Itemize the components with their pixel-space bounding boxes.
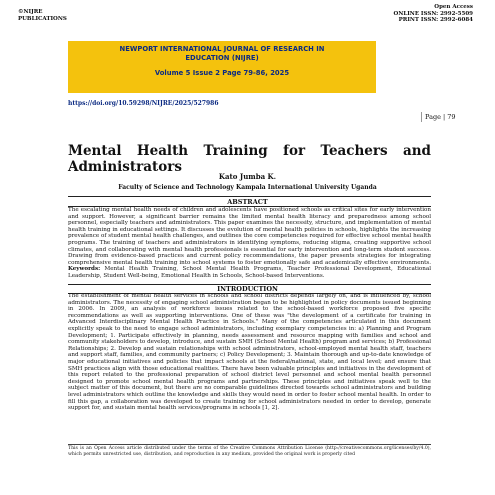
- keywords-list: Mental Health Training, School Mental Health Programs, Teacher Professional Development, Educational Leadership, Student Well-being, Emotional Health in Schools, School-based Interventions.: [68, 266, 431, 279]
- journal-name-line1: NEWPORT INTERNATIONAL JOURNAL OF RESEARCH IN: [119, 45, 325, 53]
- volume-issue: Volume 5 Issue 2 Page 79-86, 2025: [154, 69, 290, 77]
- abstract-top-rule: [68, 196, 431, 197]
- article-title: Mental Health Training for Teachers and Administrators: [68, 143, 431, 175]
- publisher-copyright: ©NIJRE: [18, 9, 43, 15]
- license-notice: This is an Open Access article distributed under the terms of the Creative Commons Attribution License (http://creativecommons.org/licenses/by/4.0), which permits unrestricted use, distribution, and reproduction in any medium, provided the original work is properly cited: [68, 446, 431, 457]
- article-author: Kato Jumba K.: [218, 172, 277, 181]
- license-rule: [68, 444, 431, 445]
- publisher-block: [18, 9, 67, 22]
- author-affiliation: Faculty of Science and Technology Kampala International University Uganda: [118, 184, 377, 191]
- abstract-text: [68, 207, 431, 280]
- journal-name-line2: EDUCATION (NIJRE): [185, 54, 259, 62]
- journal-banner: [68, 41, 376, 93]
- online-issn: ONLINE ISSN: 2992-5509: [393, 10, 473, 17]
- abstract-heading: ABSTRACT: [227, 198, 268, 206]
- open-access-label: Open Access: [434, 4, 473, 10]
- introduction-text: The establishment of mental health services in schools and school districts depends largely on, and is influenced by, school administrators. The necessity of engaging school administration began to be highlighted in policy documents issued beginning in 2006. In 2009, an analysis of workforce issues related to the school-based workforce proposed five specific recommendations as well as supporting interventions. One of these was "the development of a certificate for training in Advanced Interdisciplinary Mental Health Practice in Schools." Many of the competencies articulated in this document explicitly speak to the need to engage school administrators, including exemplary competencies in: a) Planning and Program Development; 1. Participate effectively in planning, needs assessment and resource mapping with families and school and community stakeholders to develop, introduce, and sustain SMH (School Mental Health) program and services; b) Professional Relationships; 2. Develop and sustain relationships with school administrators, school-employed mental health staff, teachers and support staff, families, and community partners; c) Policy Development; 3. Maintain thorough and up-to-date knowledge of major educational initiatives and policies that impact schools at the federal/national, state, and local level; and ensure that SMH practices align with those educational realities. There have been valuable principles and initiatives in the development of this report related to the professional preparation of school district level personnel and school mental health personnel designed to promote school mental health programs and partnerships. These principles and initiatives speak well to the subject matter of this document, but there are no comparable guidelines directed towards school administrators and building level administrators which outline the knowledge and skills they would need in order to foster school mental health. In order to fill this gap, a collaboration was developed to create training for school administrators needed in order to develop, generate support for, and sustain mental health services/programs in schools [1, 2].: [68, 293, 431, 412]
- publisher-label: PUBLICATIONS: [18, 15, 67, 22]
- page-number: Page | 79: [425, 113, 456, 121]
- doi-link[interactable]: https://doi.org/10.59298/NIJRE/2025/527986: [68, 100, 219, 107]
- issn-block: [394, 4, 473, 24]
- keywords-label: Keywords:: [68, 266, 101, 273]
- print-issn: PRINT ISSN: 2992-6084: [398, 17, 473, 23]
- introduction-heading: INTRODUCTION: [217, 285, 278, 293]
- abstract-body: The escalating mental health needs of children and adolescents have positioned schools as critical sites for early intervention and support. However, a significant barrier remains the limited mental health literacy and preparedness among school personnel, especially teachers and administrators. This paper examines the necessity, structure, and implementation of mental health training in educational settings. It discusses the evolution of mental health policies in schools, highlights the increasing prevalence of student mental health challenges, and outlines the core competencies required for effective school mental health programs. The training of teachers and administrators in identifying symptoms, reducing stigma, creating supportive school climates, and collaborating with mental health professionals is essential for early intervention and long-term student success. Drawing from evidence-based practices and current policy recommendations, the paper presents strategies for integrating comprehensive mental health training into school systems to foster emotionally safe and academically effective environments.: [68, 207, 431, 266]
- page-number-divider: [421, 112, 422, 122]
